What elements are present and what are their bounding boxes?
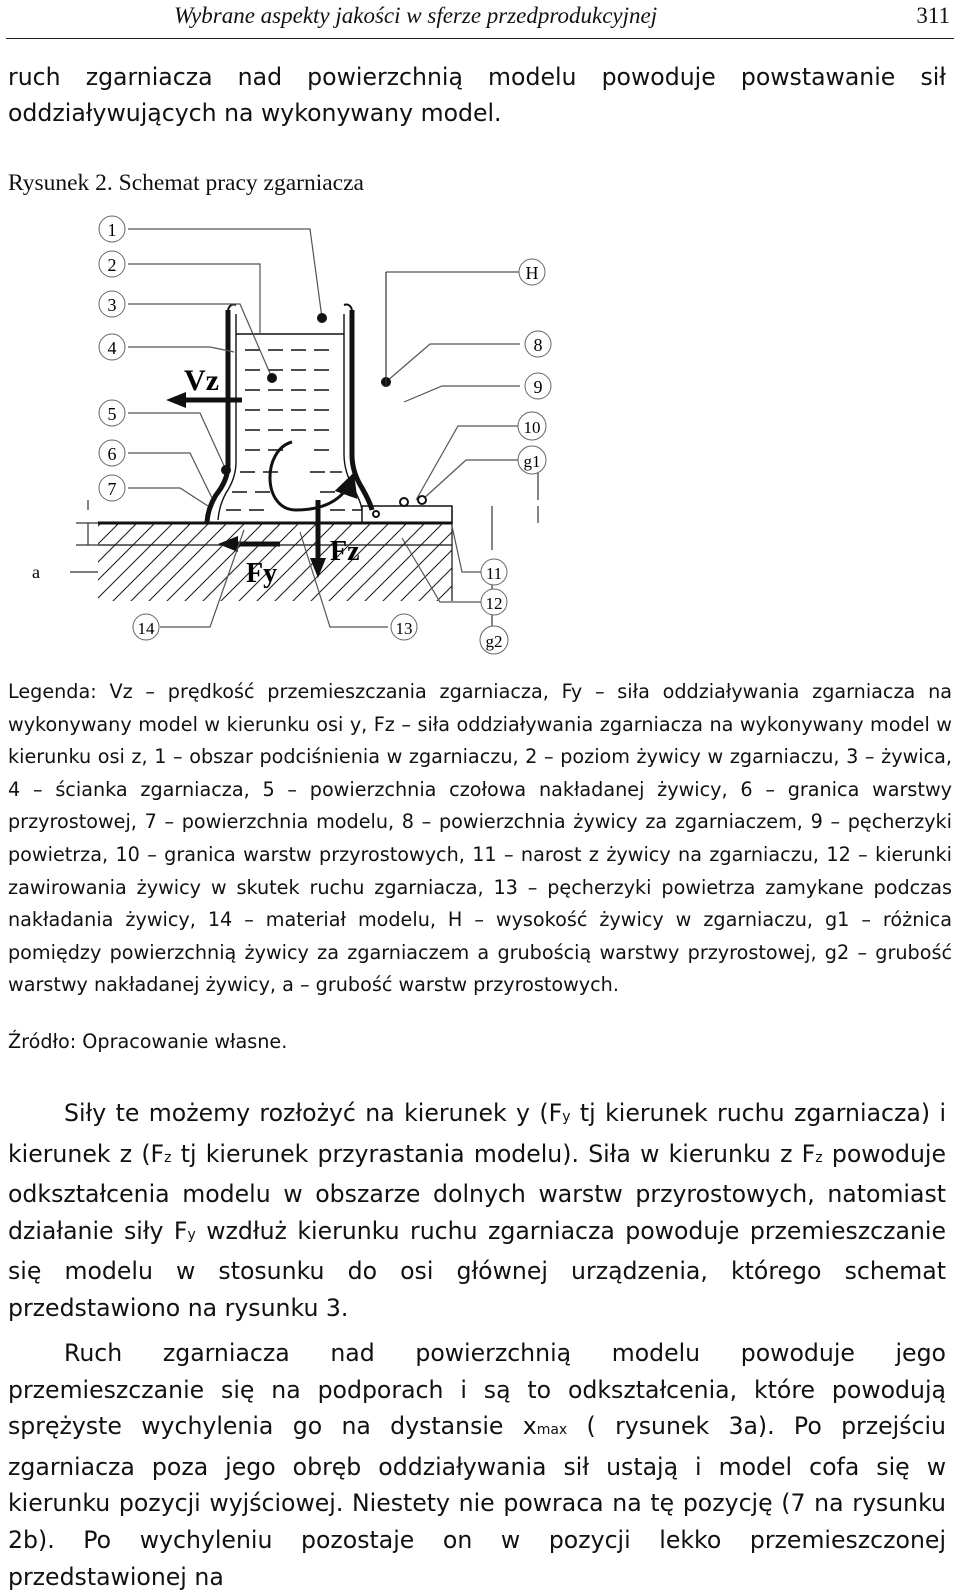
circled-label-6 — [99, 440, 125, 466]
circled-label-g2 — [480, 626, 508, 654]
circled-label-8 — [525, 331, 551, 357]
resin-fill — [226, 350, 362, 510]
circled-label-g1 — [518, 446, 546, 474]
scraper-left-wall — [207, 310, 228, 522]
legend-text: Vz – prędkość przemieszczania zgarniacza, Fy – siła oddziaływania zgarniacza na wykonywany model w kierunku osi y, Fz – siła oddziaływania zgarniacza na wykonywany model w kierunku osi z, 1 – obszar podciśnienia w zgarniaczu, 2 – poziom żywicy w zgarniaczu, 3 – żywica, 4 – ścianka zgarniacza, 5 – powierzchnia czołowa nakładanej żywicy, 6 – granica warstwy przyrostowej, 7 – powierzchnia modelu, 8 – powierzchnia żywicy za zgarniaczem, 9 – pęcherzyki powietrza, 10 – granica warstw przyrostowych, 11 – narost z żywicy na zgarniaczu, 12 – kierunki zawirowania żywicy w skutek ruchu zgarniacza, 13 – pęcherzyki powietrza zamykane podczas nakładania żywicy, 14 – materiał modelu, H – wysokość żywicy w zgarniaczu, g1 – różnica pomiędzy powierzchnią żywicy za zgarniaczem a grubością warstwy przyrostowej, g2 – grubość warstwy nakładanej żywicy, a – grubość warstw przyrostowych. — [8, 680, 952, 997]
scraper-diagram — [0, 210, 960, 670]
circled-label-14 — [133, 614, 159, 640]
circled-label-4 — [99, 334, 125, 360]
figure-source: Źródło: Opracowanie własne. — [8, 1030, 288, 1053]
svg-text:11: 11 — [485, 564, 503, 583]
svg-text:8: 8 — [533, 335, 543, 355]
circled-label-11 — [481, 559, 507, 585]
running-header — [6, 0, 954, 39]
svg-text:1: 1 — [107, 220, 117, 240]
svg-text:H: H — [525, 263, 539, 283]
scraper-right-wall — [352, 310, 372, 510]
swirl-arrow — [270, 442, 352, 510]
circled-label-10 — [518, 412, 546, 440]
svg-text:5: 5 — [107, 404, 117, 424]
body-paragraph-1: Siły te możemy rozłożyć na kierunek y (Fy tj kierunek ruchu zgarniacza) i kierunek z (Fz tj kierunek przyrastania modelu). Siła w kierunku z Fz powoduje odkształcenia modelu w obszarze dolnych warstw przyrostowych, natomiast działanie siły Fy wzdłuż kierunku ruchu zgarniacza powoduje przemieszczanie się modelu w stosunku do osi głównej urządzenia, którego schemat przedstawiono na rysunku 3. — [8, 1099, 946, 1322]
label-fy: Fy — [246, 558, 278, 589]
figure-legend — [8, 676, 952, 1002]
circled-label-3 — [99, 291, 125, 317]
circled-label-h — [519, 259, 545, 285]
svg-text:14: 14 — [137, 619, 155, 638]
circled-label-9 — [525, 373, 551, 399]
svg-text:12: 12 — [485, 594, 503, 613]
svg-text:6: 6 — [107, 444, 117, 464]
circled-label-2 — [99, 251, 125, 277]
body-paragraph-2: Ruch zgarniacza nad powierzchnią modelu powoduje jego przemieszczanie się na podporach i są to odkształcenia, które powodują sprężyste wychylenia go na dystansie xmax ( rysunek 3a). Po przejściu zgarniacza poza jego obręb oddziaływania sił ustają i model cofa się w kierunku pozycji wyjściowej. Niestety nie powraca na tę pozycję (7 na rysunku 2b). Po wychyleniu pozostaje on w pozycji lekko przemieszczonej przedstawionej na — [8, 1339, 946, 1591]
svg-text:3: 3 — [107, 295, 117, 315]
svg-text:9: 9 — [533, 377, 543, 397]
circled-label-1 — [99, 216, 125, 242]
label-vz: Vz — [184, 364, 219, 397]
label-fz: Fz — [330, 536, 360, 567]
circled-label-5 — [99, 400, 125, 426]
circled-label-12 — [481, 589, 507, 615]
svg-text:4: 4 — [107, 338, 117, 358]
circled-label-13 — [391, 614, 417, 640]
running-title: Wybrane aspekty jakości w sferze przedprodukcyjnej — [174, 3, 658, 28]
label-a: a — [32, 562, 40, 582]
legend-label: Legenda: — [8, 680, 97, 703]
svg-text:2: 2 — [107, 255, 117, 275]
svg-text:7: 7 — [107, 479, 117, 499]
figure-caption: Rysunek 2. Schemat pracy zgarniacza — [8, 170, 364, 196]
page-number: 311 — [916, 3, 950, 28]
svg-text:g2: g2 — [485, 632, 503, 651]
svg-text:13: 13 — [395, 619, 413, 638]
svg-text:g1: g1 — [523, 452, 541, 471]
intro-paragraph: ruch zgarniacza nad powierzchnią modelu powoduje powstawanie sił oddziaływujących na wykonywany model. — [8, 63, 946, 127]
svg-text:10: 10 — [523, 418, 541, 437]
circled-label-7 — [99, 475, 125, 501]
